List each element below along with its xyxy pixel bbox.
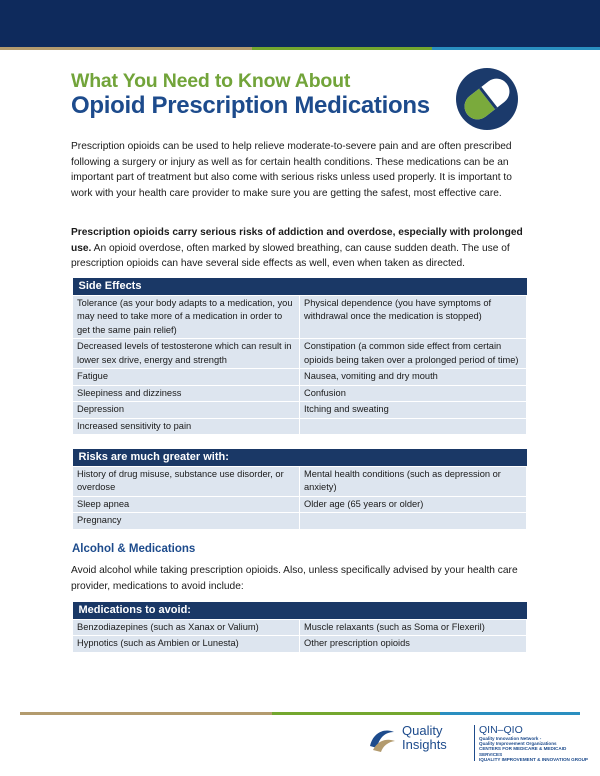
table-cell: History of drug misuse, substance use disorder, or overdose — [73, 466, 300, 496]
brand-details — [479, 724, 589, 762]
medications-avoid-header: Medications to avoid: — [73, 602, 527, 619]
table-cell: Sleep apnea — [73, 496, 300, 513]
table-row — [73, 402, 527, 419]
table-cell: Nausea, vomiting and dry mouth — [300, 369, 527, 386]
medications-avoid-table — [72, 602, 527, 653]
intro-paragraph: Prescription opioids can be used to help relieve moderate-to-severe pain and are often prescribed following a surgery or injury as well as for certain health conditions. These medications can be an important part of treatment but also come with serious risks unless used properly. It is important to work with your health care provider to make sure you are getting the safest, most effective care. — [71, 141, 512, 200]
brand-name-line-1: Quality — [402, 723, 443, 738]
table-cell: Physical dependence (you have symptoms of withdrawal once the medication is stopped) — [300, 295, 527, 339]
warning-paragraph — [71, 225, 531, 272]
table-cell: Constipation (a common side effect from certain opioids being taken over a prolonged period of time) — [300, 339, 527, 369]
table-cell: Mental health conditions (such as depression or anxiety) — [300, 466, 527, 496]
table-row — [73, 385, 527, 402]
table-row — [73, 619, 527, 636]
brand-fine-line-1: Quality Innovation Network - — [479, 736, 542, 741]
brand-fine-line-3: CENTERS FOR MEDICARE & MEDICAID SERVICES — [479, 746, 567, 757]
table-row — [73, 466, 527, 496]
table-cell: Older age (65 years or older) — [300, 496, 527, 513]
table-row — [73, 339, 527, 369]
warning-bold-text: Prescription opioids carry serious risks of addiction and overdose, especially with prolonged use. — [71, 227, 523, 254]
brand-fine-line-4: IQUALITY IMPROVEMENT & INNOVATION GROUP — [479, 756, 588, 762]
table-cell: Sleepiness and dizziness — [73, 385, 300, 402]
side-effects-table — [72, 278, 527, 435]
brand-name-line-2: Insights — [402, 737, 447, 752]
risks-table — [72, 449, 527, 530]
side-effects-header: Side Effects — [73, 278, 527, 295]
table-cell — [300, 513, 527, 530]
table-cell: Depression — [73, 402, 300, 419]
top-color-stripe — [0, 47, 600, 50]
table-cell: Other prescription opioids — [300, 636, 527, 653]
table-row — [73, 513, 527, 530]
table-row — [73, 496, 527, 513]
table-cell: Tolerance (as your body adapts to a medication, you may need to take more of a medication in order to get the same pain relief) — [73, 295, 300, 339]
warning-text: An opioid overdose, often marked by slowed breathing, can cause sudden death. The use of prescription opioids can have several side effects as well, even when taken as directed. — [71, 242, 510, 270]
table-cell: Benzodiazepines (such as Xanax or Valium) — [73, 619, 300, 636]
table-cell: Fatigue — [73, 369, 300, 386]
brand-name — [402, 724, 472, 752]
top-banner — [0, 0, 600, 47]
risks-header: Risks are much greater with: — [73, 449, 527, 466]
brand-divider — [474, 725, 475, 761]
pill-capsule-logo-icon — [455, 67, 519, 131]
table-row — [73, 369, 527, 386]
table-cell — [300, 418, 527, 435]
brand-fine-line-2: Quality Improvement Organizations — [479, 741, 557, 747]
title-line-1: What You Need to Know About — [71, 70, 351, 92]
table-row — [73, 418, 527, 435]
table-cell: Muscle relaxants (such as Soma or Flexeril) — [300, 619, 527, 636]
footer-color-stripe — [20, 712, 580, 715]
table-cell: Decreased levels of testosterone which can result in lower sex drive, energy and strength — [73, 339, 300, 369]
table-cell: Confusion — [300, 385, 527, 402]
table-cell: Itching and sweating — [300, 402, 527, 419]
table-cell: Increased sensitivity to pain — [73, 418, 300, 435]
table-cell: Hypnotics (such as Ambien or Lunesta) — [73, 636, 300, 653]
page-title: Opioid Prescription Medications — [71, 92, 430, 119]
table-row — [73, 636, 527, 653]
table-row — [73, 295, 527, 339]
alcohol-heading: Alcohol & Medications — [72, 543, 196, 555]
alcohol-paragraph: Avoid alcohol while taking prescription opioids. Also, unless specifically advised by your health care provider, medications to avoid include: — [71, 565, 518, 592]
quality-insights-mark-icon — [367, 724, 397, 754]
brand-code: QIN–QIO — [479, 724, 523, 736]
table-cell: Pregnancy — [73, 513, 300, 530]
